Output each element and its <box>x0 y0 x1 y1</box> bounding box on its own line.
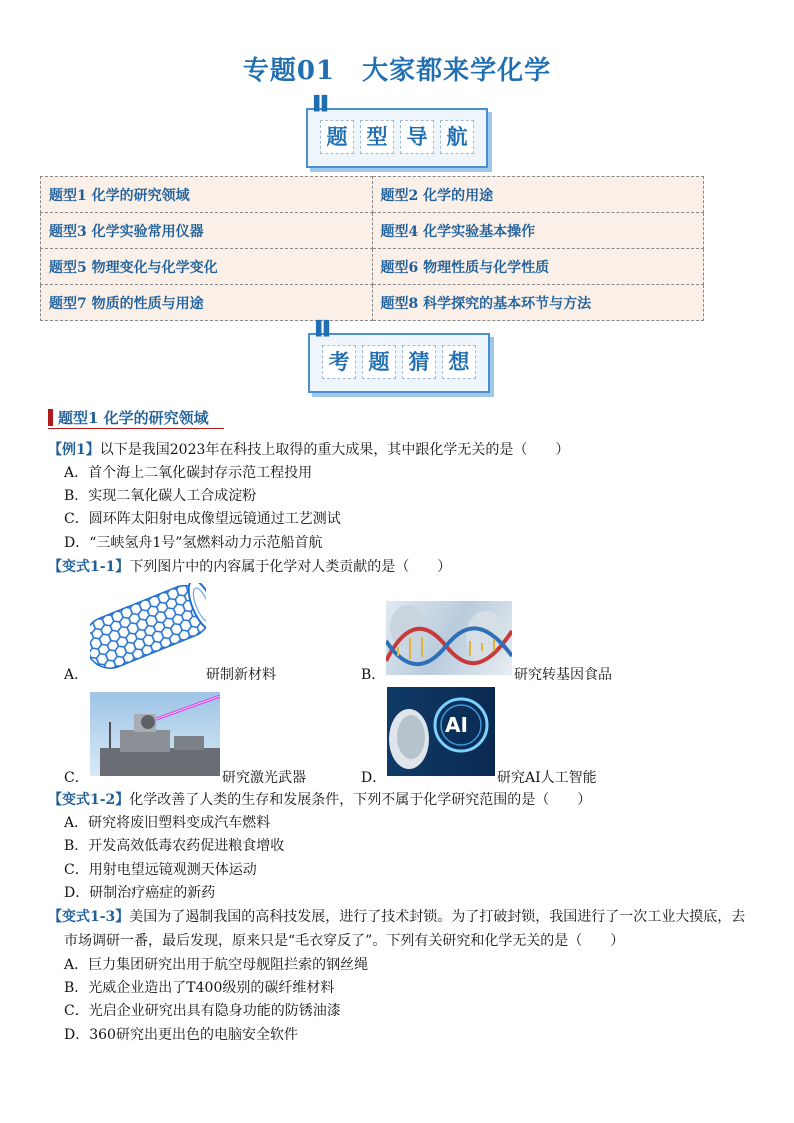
question-tag: 【变式1-3】 <box>48 909 130 925</box>
option: B．光威企业造出了T400级别的碳纤维材料 <box>64 980 335 996</box>
option: C．圆环阵太阳射电成像望远镜通过工艺测试 <box>64 511 341 527</box>
option: C．光启企业研究出具有隐身功能的防锈油漆 <box>64 1003 341 1019</box>
heading-marker <box>48 409 53 426</box>
option: B．实现二氧化碳人工合成淀粉 <box>64 488 257 504</box>
table-cell: 题型6 物理性质与化学性质 <box>372 249 704 285</box>
hook-icon: ▌▌ <box>314 96 330 112</box>
option-letter: D． <box>361 770 387 786</box>
badge-char: 考 <box>322 345 356 379</box>
dna-image <box>386 601 512 675</box>
option: D．360研究出更出色的电脑安全软件 <box>64 1027 298 1043</box>
table-row <box>41 177 704 213</box>
table-cell: 题型2 化学的用途 <box>372 177 704 213</box>
laser-weapon-image <box>90 692 220 776</box>
badge-char: 想 <box>442 345 476 379</box>
question-stem <box>48 790 591 810</box>
question-text: 以下是我国2023年在科技上取得的重大成果，其中跟化学无关的是（ ） <box>99 442 570 458</box>
table-cell: 题型7 物质的性质与用途 <box>41 285 373 321</box>
table-row <box>41 285 704 321</box>
table-cell: 题型3 化学实验常用仪器 <box>41 213 373 249</box>
option-caption: 研制新材料 <box>206 667 276 683</box>
option-letter: A． <box>64 667 89 683</box>
option: D．研制治疗癌症的新药 <box>64 885 216 901</box>
question-text: 化学改善了人类的生存和发展条件，下列不属于化学研究范围的是（ ） <box>129 792 592 808</box>
heading-underline <box>48 428 224 429</box>
section-title: 题型1 化学的研究领域 <box>58 409 209 427</box>
badge-char: 题 <box>362 345 396 379</box>
option-caption: 研究AI人工智能 <box>497 770 597 786</box>
option-caption: 研究激光武器 <box>222 770 306 786</box>
question-tag: 【例1】 <box>48 442 100 458</box>
badge-char: 航 <box>440 120 474 154</box>
table-row <box>41 249 704 285</box>
question-tag: 【变式1-2】 <box>48 792 130 808</box>
ai-image <box>387 687 495 776</box>
question-text-continued: 市场调研一番，最后发现，原来只是“毛衣穿反了”。下列有关研究和化学无关的是（ ） <box>64 933 625 949</box>
badge-char: 型 <box>360 120 394 154</box>
option-letter: C． <box>64 770 89 786</box>
table-row <box>41 213 704 249</box>
option: D．“三峡氢舟1号”氢燃料动力示范船首航 <box>64 535 323 551</box>
section-badge-guess <box>308 321 490 393</box>
badge-char: 猜 <box>402 345 436 379</box>
ai-logo: AI <box>445 713 468 737</box>
option: C．用射电望远镜观测天体运动 <box>64 862 257 878</box>
option: A．研究将废旧塑料变成汽车燃料 <box>64 815 271 831</box>
question-text: 美国为了遏制我国的高科技发展，进行了技术封锁。为了打破封锁，我国进行了一次工业大摸底，去 <box>129 909 746 925</box>
option: B．开发高效低毒农药促进粮食增收 <box>64 838 285 854</box>
option-letter: B． <box>361 667 386 683</box>
question-type-table <box>40 176 704 321</box>
question-stem <box>48 907 745 927</box>
table-cell: 题型1 化学的研究领域 <box>41 177 373 213</box>
table-cell: 题型5 物理变化与化学变化 <box>41 249 373 285</box>
nanotube-image <box>90 583 206 679</box>
page-title: 专题01 大家都来学化学 <box>242 56 552 86</box>
option-caption: 研究转基因食品 <box>514 667 612 683</box>
question-stem <box>48 440 569 460</box>
badge-char: 导 <box>400 120 434 154</box>
question-text: 下列图片中的内容属于化学对人类贡献的是（ ） <box>129 559 452 575</box>
question-stem <box>48 557 451 577</box>
option: A．巨力集团研究出用于航空母舰阻拦索的钢丝绳 <box>64 957 369 973</box>
table-cell: 题型4 化学实验基本操作 <box>372 213 704 249</box>
question-tag: 【变式1-1】 <box>48 559 130 575</box>
option: A．首个海上二氧化碳封存示范工程投用 <box>64 465 313 481</box>
badge-char: 题 <box>320 120 354 154</box>
hook-icon: ▌▌ <box>316 321 332 337</box>
table-cell: 题型8 科学探究的基本环节与方法 <box>372 285 704 321</box>
section-badge-navigation <box>306 96 488 168</box>
